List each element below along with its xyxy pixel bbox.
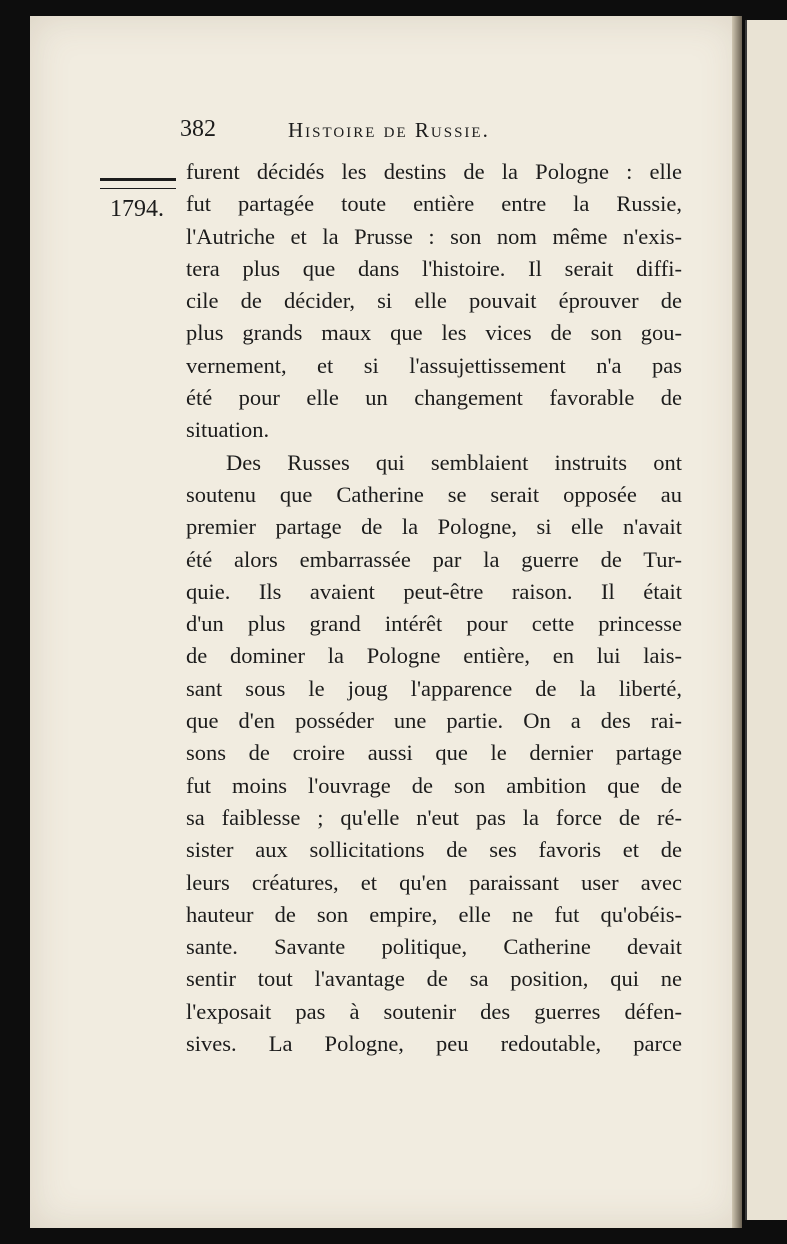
text-line: fut partagée toute entière entre la Russie, [186, 191, 682, 217]
text-line: l'exposait pas à soutenir des guerres défen- [186, 998, 682, 1024]
text-line: leurs créatures, et qu'en paraissant user avec [186, 869, 682, 895]
text-line: quie. Ils avaient peut-être raison. Il était [186, 578, 682, 604]
text-line: l'Autriche et la Prusse : son nom même n'exis- [186, 223, 682, 249]
text-line: sante. Savante politique, Catherine devait [186, 934, 682, 960]
text-line: fut moins l'ouvrage de son ambition que de [186, 772, 682, 798]
text-line: sant sous le joug l'apparence de la liberté, [186, 675, 682, 701]
adjacent-page-edge [745, 20, 787, 1220]
body-text [186, 156, 682, 1060]
text-line: sister aux sollicitations de ses favoris et de [186, 837, 682, 863]
text-line: vernement, et si l'assujettissement n'a pas [186, 352, 682, 378]
text-line: sives. La Pologne, peu redoutable, parce [186, 1031, 682, 1057]
text-line: que d'en posséder une partie. On a des rai- [186, 708, 682, 734]
text-line: situation. [186, 417, 270, 443]
marginal-rule [100, 178, 176, 189]
marginal-year: 1794. [110, 196, 164, 222]
text-line: sons de croire aussi que le dernier partage [186, 740, 682, 766]
text-line: tera plus que dans l'histoire. Il serait diffi- [186, 255, 682, 281]
text-line: hauteur de son empire, elle ne fut qu'obéis- [186, 901, 682, 927]
page-number: 382 [180, 116, 216, 142]
text-line: Des Russes qui semblaient instruits ont [226, 449, 682, 475]
page-gutter [732, 16, 742, 1228]
text-line: sa faiblesse ; qu'elle n'eut pas la force de ré- [186, 804, 682, 830]
text-line: premier partage de la Pologne, si elle n'avait [186, 514, 682, 540]
text-line: de dominer la Pologne entière, en lui lais- [186, 643, 682, 669]
running-title: Histoire de Russie. [288, 118, 490, 142]
text-line: d'un plus grand intérêt pour cette princesse [186, 611, 682, 637]
text-line: plus grands maux que les vices de son gou- [186, 320, 682, 346]
text-line: été alors embarrassée par la guerre de Tur- [186, 546, 682, 572]
paragraph-2 [186, 447, 682, 1061]
text-line: été pour elle un changement favorable de [186, 385, 682, 411]
running-header [180, 112, 580, 146]
text-line: furent décidés les destins de la Pologne : elle [186, 159, 682, 184]
text-line: soutenu que Catherine se serait opposée au [186, 481, 682, 507]
text-line: cile de décider, si elle pouvait éprouver de [186, 288, 682, 314]
paragraph-1 [186, 156, 682, 447]
text-line: sentir tout l'avantage de sa position, qui ne [186, 966, 682, 992]
